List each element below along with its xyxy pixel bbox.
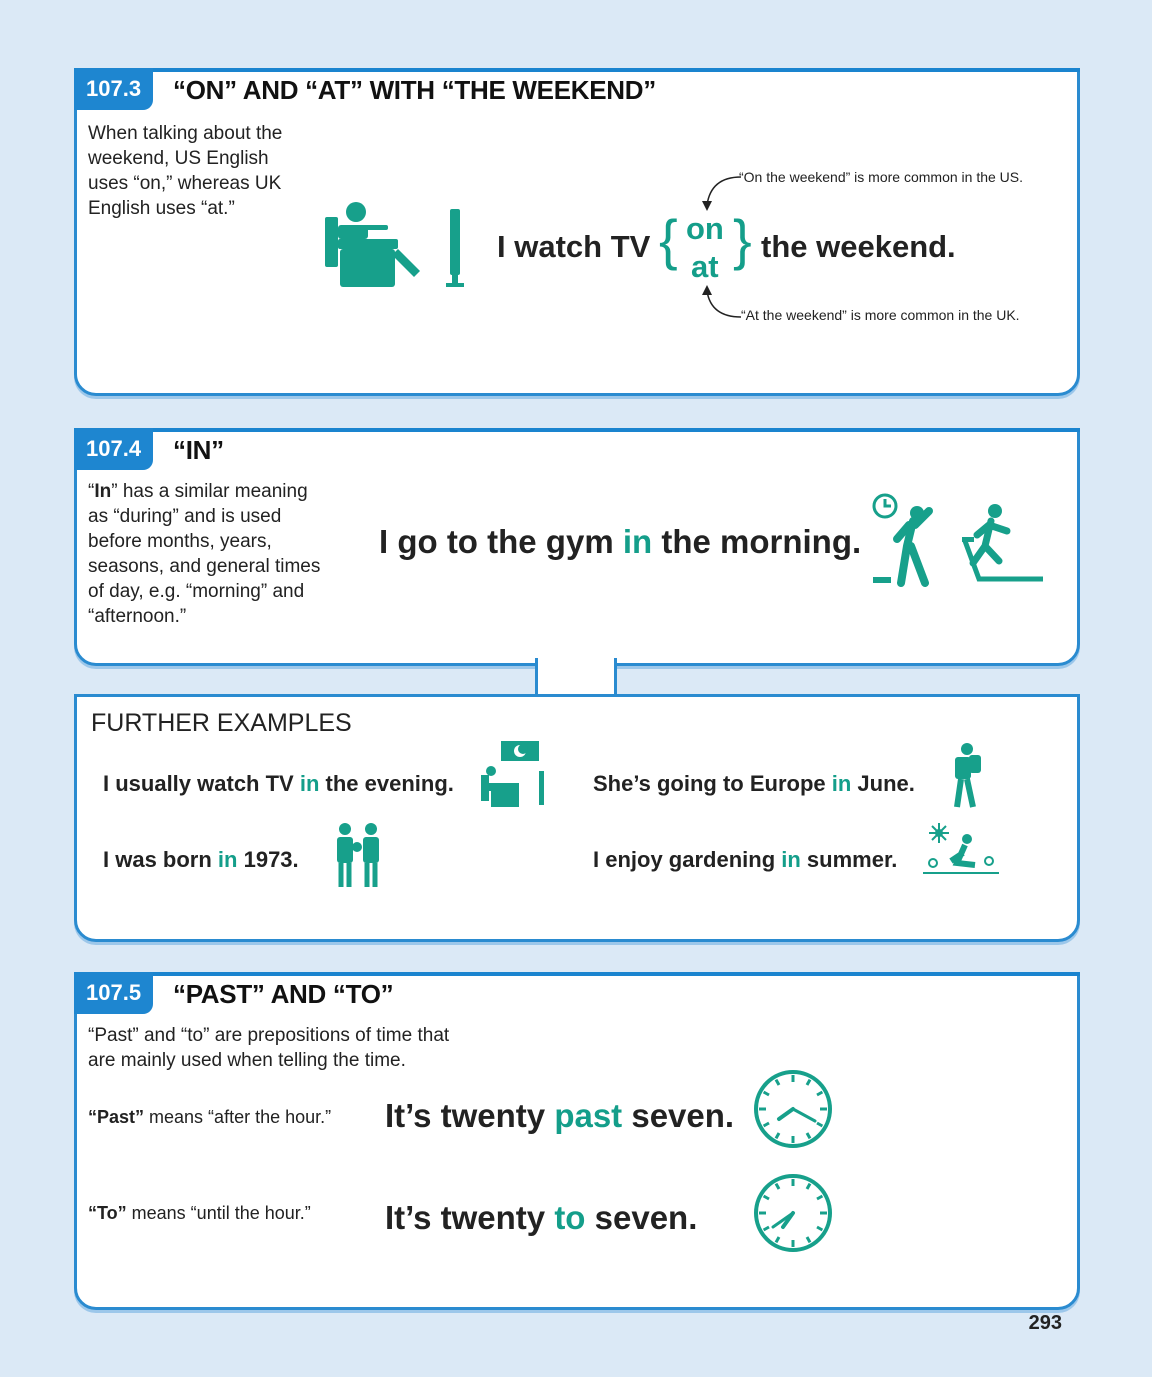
- option-on: on: [686, 211, 724, 246]
- example-sentence: [497, 229, 650, 265]
- section-title: “PAST” AND “TO”: [173, 979, 394, 1009]
- note-uk: “At the weekend” is more common in the UK.: [741, 307, 1020, 323]
- tv-watching-icon: [322, 199, 472, 291]
- top-rule: [74, 68, 1080, 72]
- section-description: When talking about the weekend, US English uses “on,” whereas UK English uses “at.”: [88, 123, 283, 219]
- tv-evening-icon: [479, 741, 551, 809]
- further-examples: [74, 694, 1080, 942]
- example-1: I usually watch TV in the evening.: [103, 771, 454, 796]
- section-107-3: [74, 68, 1080, 396]
- section-number: 107.5: [74, 972, 153, 1014]
- top-rule: [74, 428, 1080, 432]
- hiker-icon: [947, 741, 987, 809]
- gym-exercise-icon: [867, 491, 1047, 591]
- to-definition: “To” means “until the hour.”: [88, 1203, 311, 1223]
- clock-icon: [751, 1171, 835, 1255]
- example-sentence: I go to the gym in the morning.: [379, 523, 862, 560]
- section-description: “In” has a similar meaning as “during” and is used before months, years, seasons, and general times of day, e.g. “morning” and “afternoon.”: [88, 481, 321, 627]
- to-sentence: It’s twenty to seven.: [385, 1199, 698, 1236]
- section-107-5: [74, 972, 1080, 1310]
- brace-right: }: [733, 208, 752, 271]
- past-definition: “Past” means “after the hour.”: [88, 1107, 332, 1127]
- page-number: 293: [1028, 1312, 1062, 1334]
- option-at: at: [691, 249, 719, 284]
- further-title: FURTHER EXAMPLES: [91, 709, 352, 737]
- top-rule: [74, 972, 1080, 976]
- gardening-icon: [923, 823, 999, 881]
- brace-left: {: [659, 208, 678, 271]
- arrow-icon: [697, 285, 747, 325]
- example-3: I was born in 1973.: [103, 847, 299, 872]
- section-description: “Past” and “to” are prepositions of time that are mainly used when telling the time.: [88, 1025, 450, 1071]
- section-title: “IN”: [173, 435, 224, 465]
- sentence-end: the weekend.: [761, 229, 956, 264]
- example-2: She’s going to Europe in June.: [593, 771, 915, 796]
- note-us: “On the weekend” is more common in the US.: [739, 169, 1024, 185]
- past-sentence: It’s twenty past seven.: [385, 1097, 735, 1134]
- section-107-4: [74, 428, 1080, 666]
- connector-edge: [614, 658, 617, 696]
- section-number: 107.3: [74, 68, 153, 110]
- section-number: 107.4: [74, 428, 153, 470]
- connector-edge: [535, 658, 538, 696]
- sentence-start: I watch TV: [497, 229, 651, 264]
- example-4: I enjoy gardening in summer.: [593, 847, 898, 872]
- clock-icon: [751, 1067, 835, 1151]
- couple-baby-icon: [333, 821, 385, 889]
- section-title: “ON” AND “AT” WITH “THE WEEKEND”: [173, 75, 656, 105]
